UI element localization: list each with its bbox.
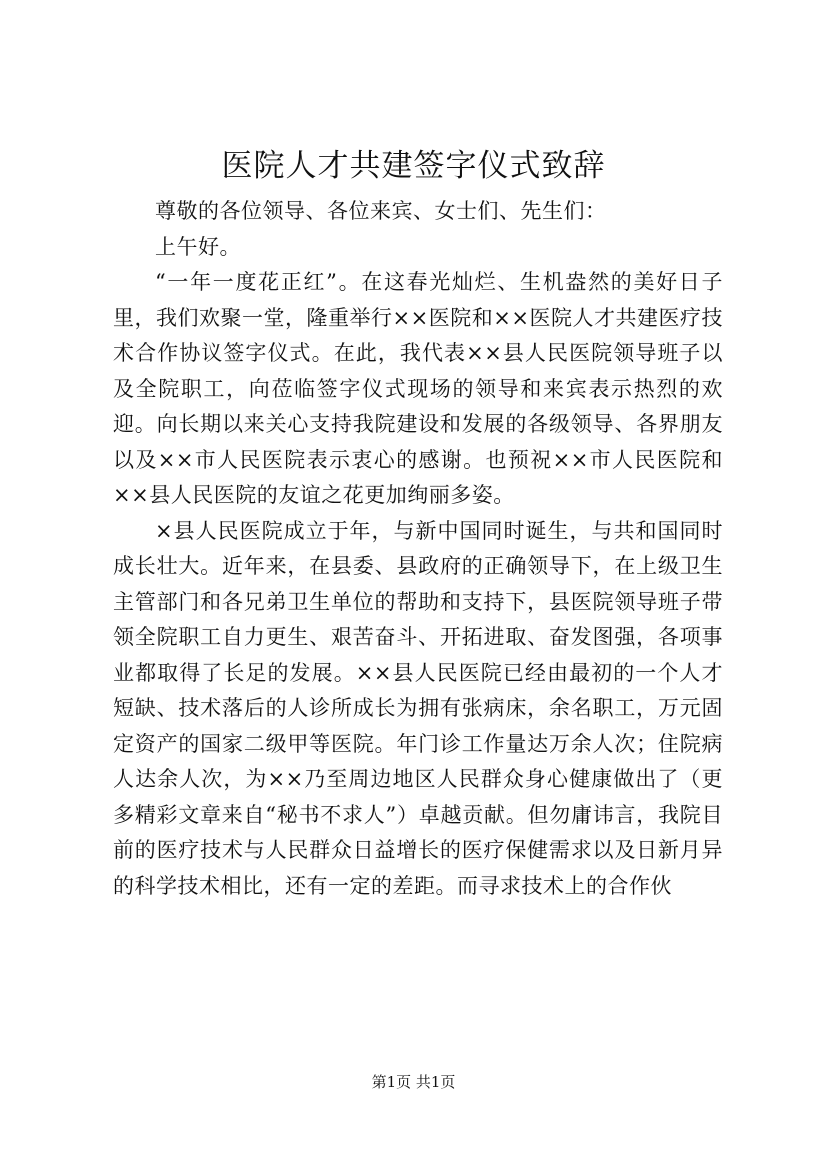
paragraph-salutation: 上午好。 — [155, 234, 241, 259]
document-title: 医院人才共建签字仪式致辞 — [221, 148, 606, 184]
document-body — [113, 194, 723, 904]
paragraph-hospital-history: ×县人民医院成立于年，与新中国同时诞生，与共和国同时成长壮大。近年来，在县委、县政府的正确领导下，在上级卫生主管部门和各兄弟卫生单位的帮助和支持下，县医院领导班子带领全院职工自力更生、艰苦奋斗、开拓进取、奋发图强，各项事业都取得了长足的发展。××县人民医院已经由最初的一个人才短缺、技术落后的人诊所成长为拥有张病床，余名职工，万元固定资产的国家二级甲等医院。年门诊工作量达万余人次；住院病人达余人次，为××乃至周边地区人民群众身心健康做出了（更多精彩文章来自“秘书不求人”）卓越贡献。但勿庸讳言，我院目前的医疗技术与人民群众日益增长的医疗保健需求以及日新月异的科学技术相比，还有一定的差距。而寻求技术上的合作伙 — [113, 518, 723, 898]
paragraph-welcome: “一年一度花正红”。在这春光灿烂、生机盎然的美好日子里，我们欢聚一堂，隆重举行××医院和××医院人才共建医疗技术合作协议签字仪式。在此，我代表××县人民医院领导班子以及全院职工，向莅临签字仪式现场的领导和来宾表示热烈的欢迎。向长期以来关心支持我院建设和发展的各级领导、各界朋友以及××市人民医院表示衷心的感谢。也预祝××市人民医院和××县人民医院的友谊之花更加绚丽多姿。 — [113, 270, 723, 507]
paragraph-greeting: 尊敬的各位领导、各位来宾、女士们、先生们： — [155, 199, 607, 223]
page-footer: 第1页 共1页 — [371, 1073, 456, 1091]
